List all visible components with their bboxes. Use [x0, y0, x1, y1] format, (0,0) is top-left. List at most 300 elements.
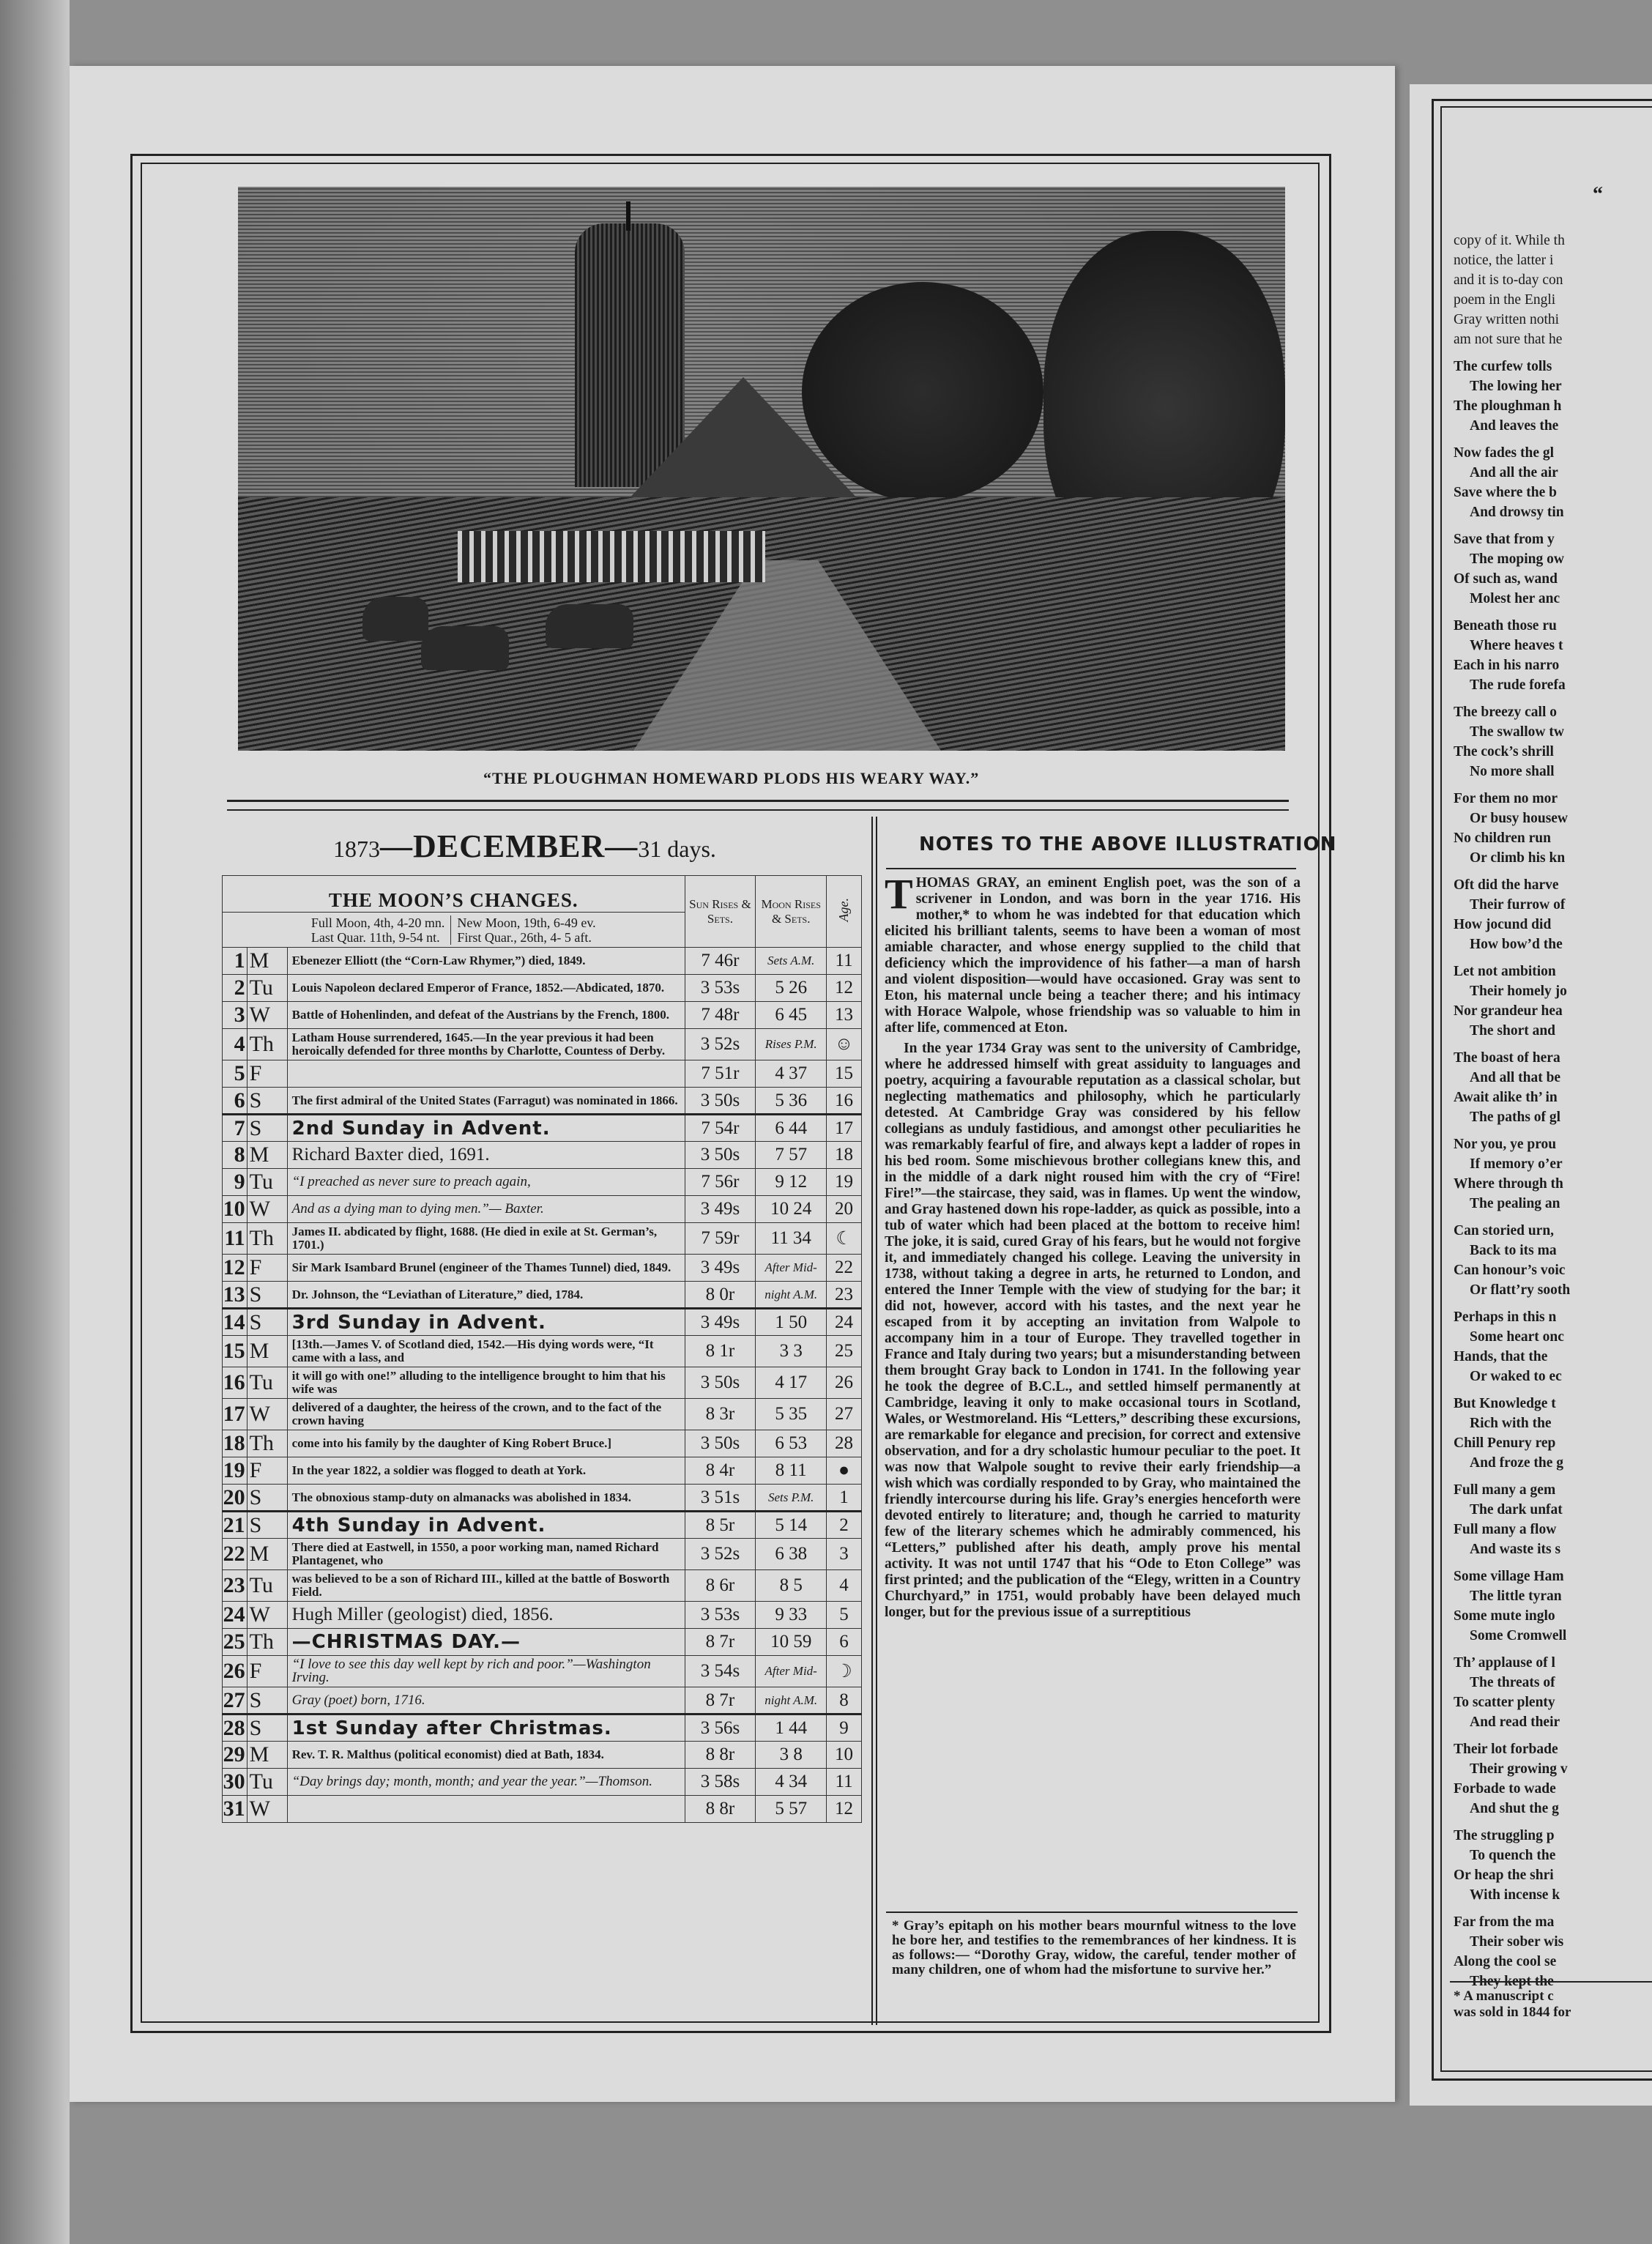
moon-age: 8: [827, 1687, 862, 1714]
day-number: 21: [223, 1512, 248, 1539]
day-number: 1: [223, 948, 248, 975]
sun-time: 8 8r: [685, 1796, 756, 1823]
sun-time: 3 50s: [685, 1430, 756, 1457]
day-number: 17: [223, 1399, 248, 1430]
moon-age: 11: [827, 1769, 862, 1796]
moon-age: 2: [827, 1512, 862, 1539]
day-number: 25: [223, 1629, 248, 1656]
moon-time: 4 34: [756, 1769, 827, 1796]
calendar-row: [223, 1060, 862, 1088]
moon-age: 25: [827, 1336, 862, 1367]
sun-time: 3 52s: [685, 1539, 756, 1570]
calendar-month: —DECEMBER—: [380, 828, 639, 864]
event-text: Louis Napoleon declared Emperor of France, 1852.—Abdicated, 1870.: [287, 975, 685, 1002]
verse-line: The moping ow: [1470, 551, 1564, 567]
moon-age: 15: [827, 1060, 862, 1088]
weekday: W: [247, 1002, 287, 1029]
weekday: Tu: [247, 1169, 287, 1196]
verse-line: Save that from y: [1454, 532, 1555, 547]
verse-line: The dark unfat: [1470, 1502, 1563, 1517]
ploughman-engraving: [238, 187, 1285, 751]
event-text: [287, 1060, 685, 1088]
moon-age: 10: [827, 1742, 862, 1769]
verse-line: Forbade to wade: [1454, 1781, 1556, 1797]
verse-line: If memory o’er: [1470, 1156, 1563, 1172]
verse-line: The cock’s shrill: [1454, 744, 1554, 759]
weekday: W: [247, 1602, 287, 1629]
event-text: James II. abdicated by flight, 1688. (He died in exile at St. German’s, 1701.): [287, 1223, 685, 1255]
weekday: Th: [247, 1430, 287, 1457]
calendar-row: [223, 1656, 862, 1687]
moon-age: ☺: [827, 1029, 862, 1060]
event-text: delivered of a daughter, the heiress of the crown, and to the fact of the crown having: [287, 1399, 685, 1430]
moon-column-header: Moon Rises & Sets.: [756, 876, 827, 948]
event-text: Ebenezer Elliott (the “Corn-Law Rhymer,”) died, 1849.: [287, 948, 685, 975]
sun-time: 7 46r: [685, 948, 756, 975]
calendar-row: [223, 1602, 862, 1629]
day-number: 2: [223, 975, 248, 1002]
verse-line: Or flatt’ry sooth: [1470, 1282, 1571, 1298]
verse-line: And waste its s: [1470, 1542, 1561, 1557]
event-text: [287, 1796, 685, 1823]
verse-line: Where heaves t: [1470, 638, 1563, 653]
right-page-text: [1454, 231, 1652, 1991]
sun-time: 8 4r: [685, 1457, 756, 1485]
verse-line: Perhaps in this n: [1454, 1309, 1557, 1325]
right-page-line: poem in the Engli: [1454, 292, 1556, 308]
day-number: 18: [223, 1430, 248, 1457]
moon-time: Sets P.M.: [756, 1485, 827, 1512]
verse-line: Or waked to ec: [1470, 1369, 1562, 1384]
verse-line: To scatter plenty: [1454, 1695, 1555, 1710]
moon-time: 5 57: [756, 1796, 827, 1823]
verse-line: The boast of hera: [1454, 1050, 1560, 1066]
verse-line: Th’ applause of l: [1454, 1655, 1555, 1671]
verse-line: Their lot forbade: [1454, 1742, 1558, 1757]
verse-line: No children run: [1454, 831, 1551, 846]
verse-line: Rich with the: [1470, 1416, 1552, 1431]
verse-line: Some village Ham: [1454, 1569, 1564, 1584]
sun-time: 7 51r: [685, 1060, 756, 1088]
event-text: Hugh Miller (geologist) died, 1856.: [287, 1602, 685, 1629]
event-text: come into his family by the daughter of King Robert Bruce.]: [287, 1430, 685, 1457]
moon-age: 28: [827, 1430, 862, 1457]
notes-body: [885, 870, 1301, 1625]
weekday: S: [247, 1512, 287, 1539]
calendar-row: [223, 1002, 862, 1029]
verse-line: Some heart onc: [1470, 1329, 1564, 1345]
event-text: The obnoxious stamp-duty on almanacks was abolished in 1834.: [287, 1485, 685, 1512]
weekday: W: [247, 1796, 287, 1823]
event-text: it will go with one!” alluding to the intelligence brought to him that his wife was: [287, 1367, 685, 1399]
day-number: 28: [223, 1714, 248, 1742]
moon-time: 5 14: [756, 1512, 827, 1539]
day-number: 31: [223, 1796, 248, 1823]
verse-line: With incense k: [1470, 1887, 1560, 1903]
day-number: 13: [223, 1282, 248, 1309]
sun-time: 7 59r: [685, 1223, 756, 1255]
verse-line: How jocund did: [1454, 917, 1552, 932]
verse-line: The ploughman h: [1454, 398, 1562, 414]
weekday: Tu: [247, 1367, 287, 1399]
weekday: F: [247, 1656, 287, 1687]
phase-first-quarter: First Quar., 26th, 4- 5 aft.: [457, 929, 592, 945]
sun-time: 3 51s: [685, 1485, 756, 1512]
day-number: 7: [223, 1115, 248, 1142]
calendar-row: [223, 1142, 862, 1169]
event-text: Battle of Hohenlinden, and defeat of the Austrians by the French, 1800.: [287, 1002, 685, 1029]
calendar-row: [223, 1367, 862, 1399]
weekday: Tu: [247, 1570, 287, 1602]
calendar-row: [223, 1512, 862, 1539]
moon-age: 19: [827, 1169, 862, 1196]
sun-time: 8 7r: [685, 1687, 756, 1714]
weekday: F: [247, 1457, 287, 1485]
phase-new-moon: New Moon, 19th, 6-49 ev.: [457, 915, 596, 930]
verse-line: Their growing v: [1470, 1761, 1568, 1777]
moon-age: 17: [827, 1115, 862, 1142]
calendar-row: [223, 1309, 862, 1336]
verse-line: And read their: [1470, 1714, 1560, 1730]
event-text: —CHRISTMAS DAY.—: [287, 1629, 685, 1656]
moon-age: ☾: [827, 1223, 862, 1255]
sun-time: 3 49s: [685, 1309, 756, 1336]
verse-line: Save where the b: [1454, 485, 1558, 500]
verse-line: Can honour’s voic: [1454, 1263, 1566, 1278]
weekday: S: [247, 1088, 287, 1115]
moon-time: night A.M.: [756, 1282, 827, 1309]
moon-time: 9 33: [756, 1602, 827, 1629]
sun-time: 3 50s: [685, 1367, 756, 1399]
event-text: was believed to be a son of Richard III., killed at the battle of Bosworth Field.: [287, 1570, 685, 1602]
sun-time: 8 3r: [685, 1399, 756, 1430]
calendar-row: [223, 1223, 862, 1255]
calendar-row: [223, 1714, 862, 1742]
verse-line: Nor you, ye prou: [1454, 1137, 1557, 1152]
event-text: “Day brings day; month, month; and year the year.”—Thomson.: [287, 1769, 685, 1796]
book-spine: [0, 0, 70, 2244]
moon-age: 16: [827, 1088, 862, 1115]
event-text: Latham House surrendered, 1645.—In the year previous it had been heroically defended for three months by Charlotte, Countess of Derby.: [287, 1029, 685, 1060]
sun-time: 8 8r: [685, 1742, 756, 1769]
moon-time: After Mid-: [756, 1255, 827, 1282]
moon-time: 9 12: [756, 1169, 827, 1196]
weekday: F: [247, 1060, 287, 1088]
day-number: 30: [223, 1769, 248, 1796]
moon-age: 24: [827, 1309, 862, 1336]
weekday: S: [247, 1282, 287, 1309]
calendar-row: [223, 975, 862, 1002]
calendar-row: [223, 1570, 862, 1602]
moon-time: 11 34: [756, 1223, 827, 1255]
sun-time: 8 6r: [685, 1570, 756, 1602]
moon-time: Rises P.M.: [756, 1029, 827, 1060]
verse-line: Their furrow of: [1470, 897, 1566, 913]
day-number: 6: [223, 1088, 248, 1115]
calendar-row: [223, 1687, 862, 1714]
verse-line: The little tyran: [1470, 1589, 1562, 1604]
event-text: 3rd Sunday in Advent.: [287, 1309, 685, 1336]
moon-time: After Mid-: [756, 1656, 827, 1687]
event-text: “I preached as never sure to preach again,: [287, 1169, 685, 1196]
sun-time: 3 56s: [685, 1714, 756, 1742]
weekday: S: [247, 1687, 287, 1714]
verse-line: Where through th: [1454, 1176, 1563, 1192]
right-page-line: notice, the latter i: [1454, 253, 1554, 268]
calendar-row: [223, 1742, 862, 1769]
right-page-line: Gray written nothi: [1454, 312, 1560, 327]
calendar-row: [223, 1336, 862, 1367]
day-number: 3: [223, 1002, 248, 1029]
verse-line: The short and: [1470, 1023, 1556, 1039]
weekday: M: [247, 1539, 287, 1570]
event-text: 1st Sunday after Christmas.: [287, 1714, 685, 1742]
moon-time: 6 53: [756, 1430, 827, 1457]
event-text: [13th.—James V. of Scotland died, 1542.—His dying words were, “It came with a lass, and: [287, 1336, 685, 1367]
age-column-header: Age.: [827, 876, 862, 948]
sun-column-header: Sun Rises & Sets.: [685, 876, 756, 948]
verse-line: Can storied urn,: [1454, 1223, 1555, 1238]
day-number: 19: [223, 1457, 248, 1485]
right-footnote-rule: [1450, 1981, 1652, 1983]
column-divider: [871, 817, 877, 2025]
phase-last-quarter: Last Quar. 11th, 9-54 nt.: [310, 929, 440, 945]
tree-middle: [802, 282, 1043, 502]
moon-age: 23: [827, 1282, 862, 1309]
engraving-fence: [458, 531, 765, 582]
verse-line: Some Cromwell: [1470, 1628, 1567, 1643]
day-number: 4: [223, 1029, 248, 1060]
moon-age: 12: [827, 1796, 862, 1823]
moon-time: 1 44: [756, 1714, 827, 1742]
verse-line: The lowing her: [1470, 379, 1562, 394]
weekday: Tu: [247, 975, 287, 1002]
verse-line: And all the air: [1470, 465, 1558, 480]
phase-full-moon: Full Moon, 4th, 4-20 mn.: [310, 915, 445, 930]
verse-line: Beneath those ru: [1454, 618, 1557, 634]
weekday: Th: [247, 1629, 287, 1656]
moon-time: 10 59: [756, 1629, 827, 1656]
calendar-row: [223, 1255, 862, 1282]
moon-time: 1 50: [756, 1309, 827, 1336]
day-number: 10: [223, 1196, 248, 1223]
cow-figure: [546, 604, 633, 648]
church-cross: [626, 201, 630, 231]
event-text: Gray (poet) born, 1716.: [287, 1687, 685, 1714]
moon-phases: [223, 913, 685, 948]
day-number: 26: [223, 1656, 248, 1687]
verse-line: And all that be: [1470, 1070, 1561, 1085]
verse-line: Now fades the gl: [1454, 445, 1555, 461]
day-number: 29: [223, 1742, 248, 1769]
right-page-heading: “: [1593, 183, 1603, 206]
verse-line: The threats of: [1470, 1675, 1555, 1690]
verse-line: The pealing an: [1470, 1196, 1560, 1211]
event-text: Sir Mark Isambard Brunel (engineer of the Thames Tunnel) died, 1849.: [287, 1255, 685, 1282]
weekday: S: [247, 1714, 287, 1742]
calendar-row: [223, 1457, 862, 1485]
moon-time: Sets A.M.: [756, 948, 827, 975]
verse-line: Back to its ma: [1470, 1243, 1557, 1258]
weekday: S: [247, 1485, 287, 1512]
sun-time: 3 50s: [685, 1088, 756, 1115]
verse-line: Of such as, wand: [1454, 571, 1558, 587]
verse-line: Far from the ma: [1454, 1914, 1555, 1930]
sun-time: 8 7r: [685, 1629, 756, 1656]
verse-line: Oft did the harve: [1454, 877, 1559, 893]
moon-time: 6 38: [756, 1539, 827, 1570]
verse-line: Or busy housew: [1470, 811, 1569, 826]
moon-time: 7 57: [756, 1142, 827, 1169]
weekday: Th: [247, 1223, 287, 1255]
day-number: 15: [223, 1336, 248, 1367]
moon-changes-title: THE MOON’S CHANGES.: [223, 876, 685, 913]
verse-line: The breezy call o: [1454, 705, 1557, 720]
verse-line: And leaves the: [1470, 418, 1559, 434]
verse-line: They kept the: [1470, 1974, 1554, 1989]
calendar-row: [223, 1196, 862, 1223]
right-page-line: copy of it. While th: [1454, 233, 1565, 248]
verse-line: The struggling p: [1454, 1828, 1555, 1843]
sun-time: 3 49s: [685, 1196, 756, 1223]
day-number: 9: [223, 1169, 248, 1196]
cow-figure: [421, 626, 509, 670]
event-text: Richard Baxter died, 1691.: [287, 1142, 685, 1169]
moon-age: 26: [827, 1367, 862, 1399]
moon-age: 5: [827, 1602, 862, 1629]
day-number: 27: [223, 1687, 248, 1714]
moon-time: 5 36: [756, 1088, 827, 1115]
verse-line: Or heap the shri: [1454, 1868, 1554, 1883]
verse-line: Let not ambition: [1454, 964, 1556, 979]
verse-line: Nor grandeur hea: [1454, 1003, 1563, 1019]
calendar-days: 31 days.: [638, 836, 716, 862]
sun-time: 3 52s: [685, 1029, 756, 1060]
verse-line: Their sober wis: [1470, 1934, 1564, 1950]
calendar-row: [223, 1115, 862, 1142]
moon-time: 4 17: [756, 1367, 827, 1399]
event-text: Rev. T. R. Malthus (political economist) died at Bath, 1834.: [287, 1742, 685, 1769]
calendar-row: [223, 1029, 862, 1060]
moon-time: 10 24: [756, 1196, 827, 1223]
verse-line: The rude forefa: [1470, 677, 1566, 693]
verse-line: Each in his narro: [1454, 658, 1560, 673]
notes-rule: [886, 868, 1296, 869]
right-page-line: and it is to-day con: [1454, 272, 1563, 288]
moon-time: 5 26: [756, 975, 827, 1002]
notes-paragraph: THOMAS GRAY, an eminent English poet, was the son of a scrivener in London, and was born in the year 1716. His mother,* to whom he was indebted for that education which elicited his brilliant talents, seems to have been a woman of most amiable character, and whose energy supplied to the child that deficiency which the improvidence of his father—a man of harsh and violent disposition—would have occasioned. Gray was sent to Eton, his maternal uncle being a teacher there; and his intimacy with Horace Walpole, whose friendship was so valuable to him in after life, commenced at Eton.: [885, 870, 1301, 1036]
verse-line: The curfew tolls: [1454, 359, 1552, 374]
moon-time: 8 5: [756, 1570, 827, 1602]
calendar-row: [223, 1282, 862, 1309]
moon-age: 6: [827, 1629, 862, 1656]
weekday: Tu: [247, 1769, 287, 1796]
moon-age: ☽: [827, 1656, 862, 1687]
weekday: S: [247, 1115, 287, 1142]
calendar-row: [223, 1088, 862, 1115]
moon-age: 4: [827, 1570, 862, 1602]
calendar-rows: [223, 948, 862, 1823]
december-calendar-table: [222, 875, 862, 1823]
calendar-row: [223, 1796, 862, 1823]
verse-line: How bow’d the: [1470, 937, 1563, 952]
verse-line: Full many a flow: [1454, 1522, 1557, 1537]
illustration-caption: “THE PLOUGHMAN HOMEWARD PLODS HIS WEARY WAY.”: [483, 769, 980, 787]
moon-age: 12: [827, 975, 862, 1002]
moon-time: 3 3: [756, 1336, 827, 1367]
day-number: 14: [223, 1309, 248, 1336]
weekday: M: [247, 1336, 287, 1367]
moon-time: 3 8: [756, 1742, 827, 1769]
sun-time: 8 5r: [685, 1512, 756, 1539]
verse-line: To quench the: [1470, 1848, 1556, 1863]
sun-time: 3 53s: [685, 1602, 756, 1629]
moon-age: 22: [827, 1255, 862, 1282]
verse-line: Chill Penury rep: [1454, 1435, 1556, 1451]
sun-time: 3 53s: [685, 975, 756, 1002]
calendar-row: [223, 1539, 862, 1570]
moon-age: 18: [827, 1142, 862, 1169]
moon-time: 4 37: [756, 1060, 827, 1088]
weekday: W: [247, 1196, 287, 1223]
right-page-line: am not sure that he: [1454, 332, 1563, 347]
double-rule: [227, 800, 1289, 811]
sun-time: 3 54s: [685, 1656, 756, 1687]
calendar-row: [223, 1399, 862, 1430]
day-number: 22: [223, 1539, 248, 1570]
moon-time: night A.M.: [756, 1687, 827, 1714]
verse-line: Or climb his kn: [1470, 850, 1566, 866]
sun-time: 7 48r: [685, 1002, 756, 1029]
verse-line: Along the cool se: [1454, 1954, 1557, 1969]
weekday: Th: [247, 1029, 287, 1060]
day-number: 16: [223, 1367, 248, 1399]
calendar-row: [223, 1430, 862, 1457]
calendar-row: [223, 1485, 862, 1512]
day-number: 8: [223, 1142, 248, 1169]
calendar-row: [223, 1629, 862, 1656]
event-text: “I love to see this day well kept by rich and poor.”—Washington Irving.: [287, 1656, 685, 1687]
verse-line: The paths of gl: [1470, 1110, 1561, 1125]
sun-time: 7 54r: [685, 1115, 756, 1142]
calendar-row: [223, 948, 862, 975]
event-text: The first admiral of the United States (Farragut) was nominated in 1866.: [287, 1088, 685, 1115]
verse-line: For them no mor: [1454, 791, 1558, 806]
moon-age: 3: [827, 1539, 862, 1570]
event-text: There died at Eastwell, in 1550, a poor working man, named Richard Plantagenet, who: [287, 1539, 685, 1570]
sun-time: 8 1r: [685, 1336, 756, 1367]
right-page-footnote: * A manuscript c was sold in 1844 for: [1454, 1988, 1571, 2020]
moon-age: 20: [827, 1196, 862, 1223]
right-page: [1410, 84, 1652, 2106]
event-text: 2nd Sunday in Advent.: [287, 1115, 685, 1142]
notes-title: NOTES TO THE ABOVE ILLUSTRATION: [919, 833, 1337, 855]
verse-line: Some mute inglo: [1454, 1608, 1555, 1624]
weekday: W: [247, 1399, 287, 1430]
day-number: 11: [223, 1223, 248, 1255]
cow-figure: [362, 597, 428, 641]
sun-time: 3 49s: [685, 1255, 756, 1282]
calendar-row: [223, 1769, 862, 1796]
sun-time: 8 0r: [685, 1282, 756, 1309]
moon-time: 6 45: [756, 1002, 827, 1029]
verse-line: No more shall: [1470, 764, 1555, 779]
moon-time: 8 11: [756, 1457, 827, 1485]
verse-line: And froze the g: [1470, 1455, 1563, 1471]
weekday: M: [247, 1142, 287, 1169]
sun-time: 3 58s: [685, 1769, 756, 1796]
verse-line: Hands, that the: [1454, 1349, 1548, 1364]
